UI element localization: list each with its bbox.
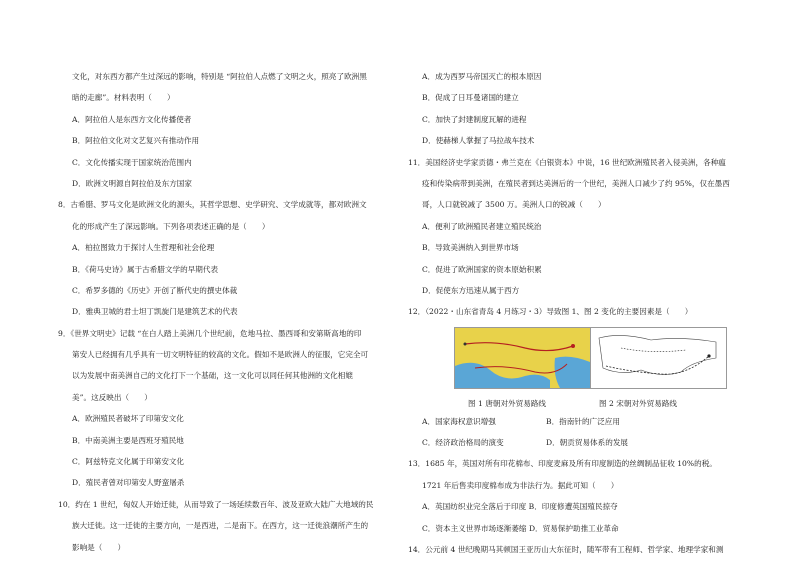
option: B．《荷马史诗》属于古希腊文学的早期代表 (72, 264, 219, 274)
option: C．促进了欧洲国家的资本原始积累 (422, 264, 542, 274)
option: C．加快了封建制度瓦解的进程 (422, 114, 527, 124)
question-9: 9．《世界文明史》记载 “在白人踏上美洲几个世纪前，危地马拉、墨西哥和安第斯高地的印 (58, 328, 362, 338)
option: B．中南美洲主要是西班牙殖民地 (72, 435, 184, 445)
option: D．朝贡贸易体系的发展 (546, 438, 629, 448)
text-line: 化的形成产生了深远影响。下列各项表述正确的是（ ） (72, 221, 270, 231)
option: C．希罗多德的《历史》开创了断代史的撰史体裁 (72, 285, 238, 295)
option: D．雅典卫城的君士坦丁凯旋门是建筑艺术的代表 (72, 307, 238, 317)
question-8: 8．古希腊、罗马文化是欧洲文化的源头，其哲学思想、史学研究、文学成就等，都对欧洲文 (58, 200, 367, 210)
option: D．欧洲文明源自阿拉伯及东方国家 (72, 178, 192, 188)
map-captions (408, 393, 743, 411)
text-line: 文化，对东西方都产生过深远的影响，特别是 “阿拉伯人点燃了文明之火，照亮了欧洲黑 (72, 72, 367, 81)
map-1-illustration (455, 328, 590, 388)
option: B．导致美洲纳入到世界市场 (422, 243, 519, 253)
option: A．阿拉伯人是东西方文化传播使者 (72, 114, 192, 124)
text-line: 第安人已经拥有几乎具有一切文明特征的较高的文化。假如不是欧洲人的征服，它完全可 (72, 350, 369, 360)
question-14: 14．公元前 4 世纪晚期马其顿国王亚历山大东征时，随军带有工程师、哲学家、地理学家和测 (408, 545, 724, 555)
option: B．促成了日耳曼诸国的建立 (422, 93, 519, 103)
question-10: 10．约在 1 世纪，匈奴人开始迁徙，从而导致了一场延续数百年、波及亚欧大陆广大地域的民 (58, 499, 374, 509)
option-row (408, 432, 743, 453)
tang-trade-route-map (454, 327, 591, 389)
option-row (408, 411, 743, 432)
option: B．指南针的广泛应用 (546, 416, 620, 426)
option: D．殖民者曾对印第安人野蛮屠杀 (72, 478, 185, 488)
option: A．便利了欧洲殖民者建立殖民统治 (422, 221, 542, 231)
map-figures (448, 327, 730, 391)
map-1-caption: 图 1 唐朝对外贸易路线 (468, 398, 547, 408)
option: A．柏拉图致力于探讨人生哲理和社会伦理 (72, 243, 215, 253)
option: A．欧洲殖民者破坏了印第安文化 (72, 414, 184, 424)
text-line: 族大迁徙。这一迁徙的主要方向，一是西进，二是南下。在西方，这一迁徙浪潮所产生的 (72, 521, 369, 531)
option: C．文化传播实现于国家统治范围内 (72, 157, 192, 167)
option-row: C．资本主义世界市场逐渐萎缩 D．贸易保护助推工业革命 (422, 523, 619, 533)
map-2-caption: 图 2 宋朝对外贸易路线 (599, 398, 678, 408)
text-line: 暗的走廊”。材料表明（ ） (72, 93, 175, 103)
option: A．成为西罗马帝国灭亡的根本原因 (422, 72, 542, 81)
text-line: 以为发展中南美洲自己的文化打下一个基础，这一文化可以同任何其他洲的文化相媲 (72, 371, 353, 381)
text-line: 疫和传染病带到美洲，在殖民者到达美洲后的一个世纪，美洲人口减少了约 95%，仅在墨西 (422, 178, 730, 188)
option: C．阿兹特克文化属于印第安文化 (72, 457, 185, 467)
option: B．阿拉伯文化对文艺复兴有推动作用 (72, 136, 200, 146)
option: D．使赫梯人掌握了马拉战车技术 (422, 136, 535, 146)
option: C．经济政治格局的演变 (422, 438, 504, 448)
text-line: 美”。这反映出（ ） (72, 392, 152, 402)
right-column (408, 66, 743, 560)
question-12: 12．（2022・山东省青岛 4 月练习・3）导致图 1、图 2 变化的主要因素是（ ） (408, 307, 693, 317)
song-trade-route-map (590, 327, 727, 389)
text-line: 影响是（ ） (72, 542, 126, 552)
text-line: 哥，人口就锐减了 3500 万。美洲人口的锐减（ ） (422, 200, 606, 210)
left-column (58, 66, 388, 558)
text-line: 1721 年后售卖印度棉布成为非法行为。据此可知（ ） (422, 480, 619, 490)
option: A．国家海权意识增强 (422, 416, 496, 426)
option: D．促使东方迅速从属于西方 (422, 285, 520, 295)
map-2-illustration (591, 328, 726, 388)
question-13: 13．1685 年，英国对所有印花棉布、印度麦麻及所有印度制造的丝绸制品征收 10%的税。 (408, 459, 717, 469)
question-11: 11．美国经济史学家贡德・弗兰克在《白银资本》中说，16 世纪欧洲殖民者入侵美洲，各种瘟 (408, 157, 726, 167)
option-row: A．英国纺织业完全落后于印度 B．印度修遭英国殖民掠夺 (422, 502, 618, 512)
